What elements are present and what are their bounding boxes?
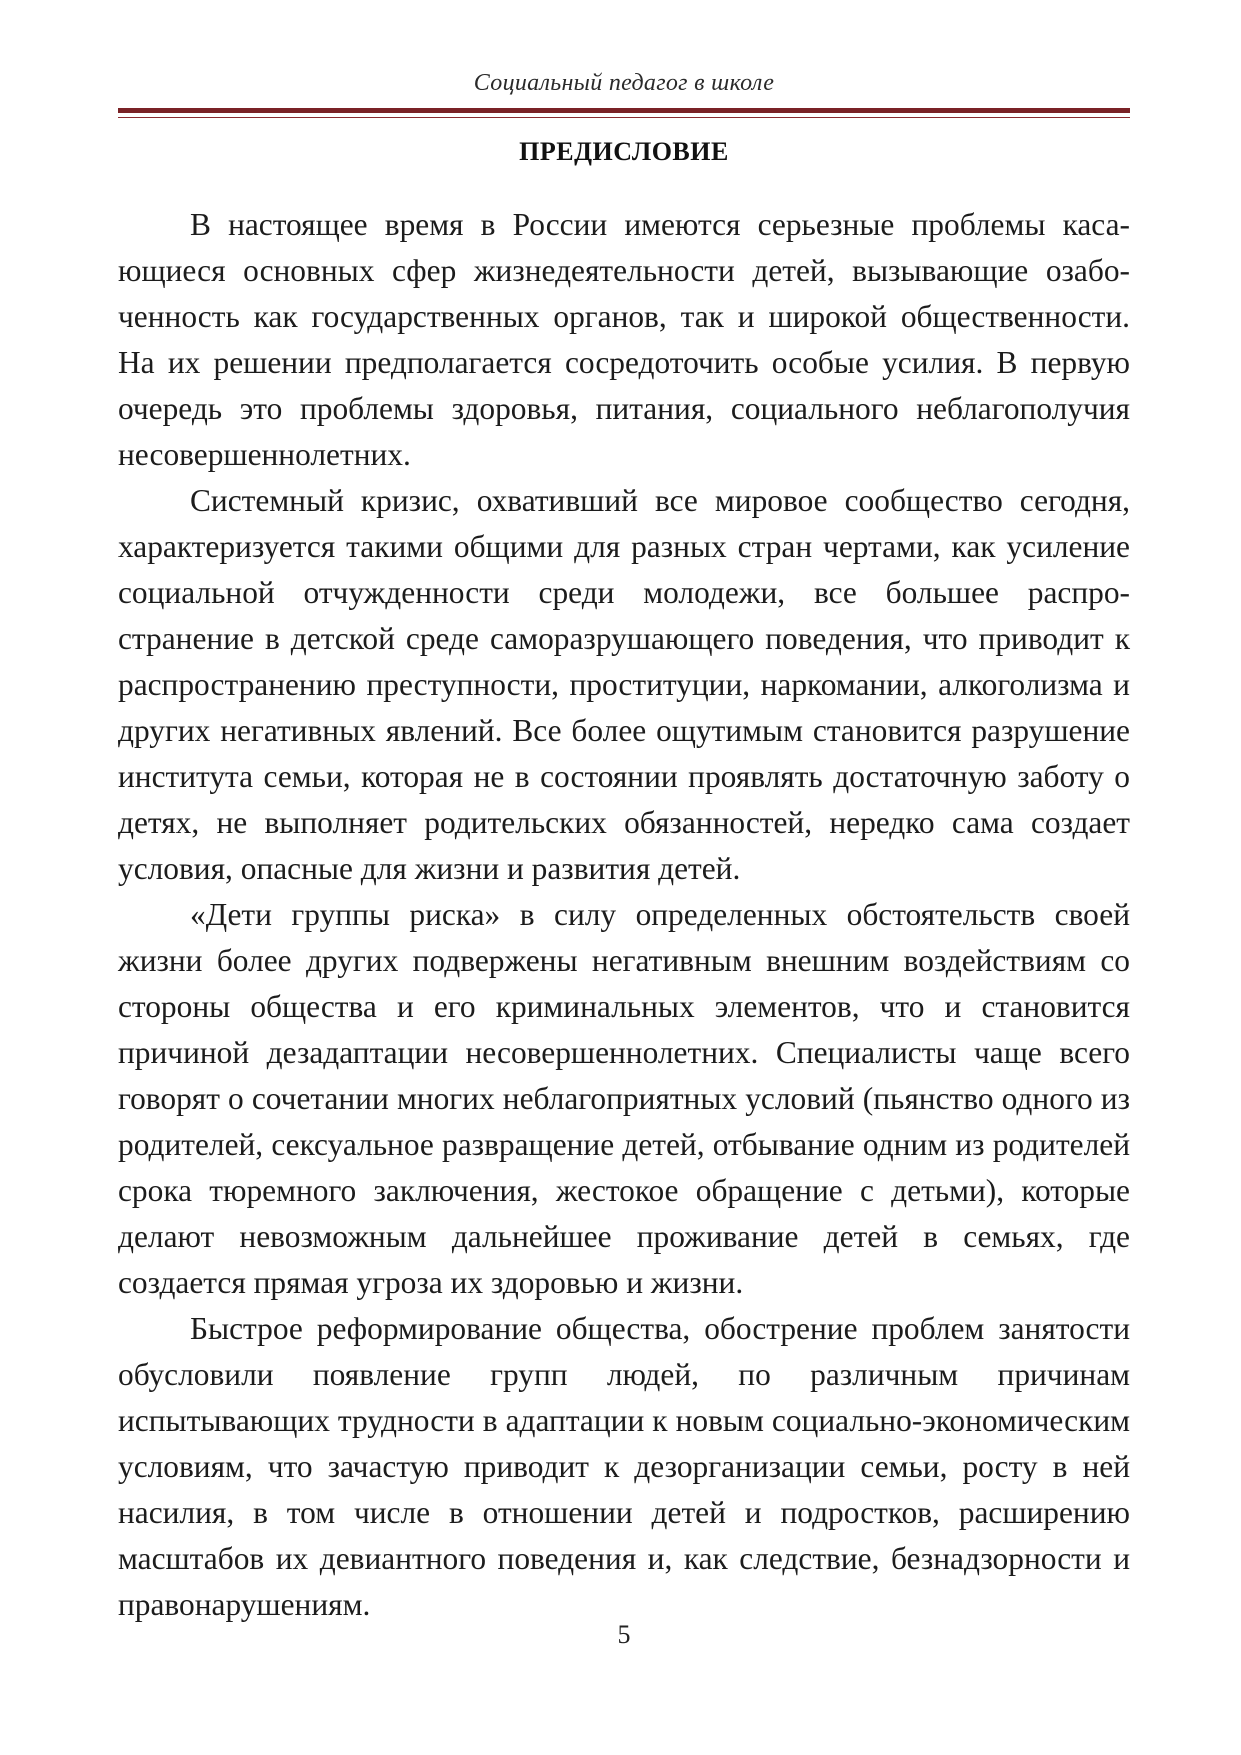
paragraph-1: В настоящее время в России имеются серьезные проблемы касающиеся основных сфер жизнедеятельности детей, вызывающие озабоченность как государственных органов, так и широкой общественности. На их решении предполагается сосредоточить особые усилия. В первую очередь это проблемы здоровья, питания, социального неблагополучия несовершеннолетних. <box>118 207 1130 472</box>
body-text <box>118 202 1130 1628</box>
section-title: ПРЕДИСЛОВИЕ <box>519 137 729 166</box>
paragraph-3: «Дети группы риска» в силу определенных обстоятельств своей жизни более других подвержены негативным внешним воздействиям со стороны общества и его криминальных элементов, что и становится причиной дезадаптации несовершеннолетних. Специалисты чаще всего говорят о сочетании многих неблагоприятных условий (пьянство одного из родителей, сексуальное развращение детей, отбывание одним из родителей срока тюремного заключения, жестокое обращение с детьми), которые делают невозможным дальнейшее проживание детей в семьях, где создается прямая угроза их здоровью и жизни. <box>118 897 1130 1300</box>
paragraph-2: Системный кризис, охвативший все мировое сообщество сегодня, характеризуется такими общими для разных стран чертами, как усиление социальной отчужденности среди молодежи, все большее распространение в детской среде саморазрушающего поведения, что приводит к распространению преступности, проституции, наркомании, алкоголизма и других негативных явлений. Все более ощутимым становится разрушение института семьи, которая не в состоянии проявлять достаточную заботу о детях, не выполняет родительских обязанностей, нередко сама создает условия, опасные для жизни и развития детей. <box>118 483 1130 886</box>
header-rule-thin <box>118 117 1130 118</box>
paragraph-4: Быстрое реформирование общества, обострение проблем занятости обусловили появление групп людей, по различным причинам испытывающих трудности в адаптации к новым социально-экономическим условиям, что зачастую приводит к дезорганизации семьи, росту в ней насилия, в том числе в отношении детей и подростков, расширению масштабов их девиантного поведения и, как следствие, безнадзорности и правонарушениям. <box>118 1311 1130 1622</box>
running-header: Социальный педагог в школе <box>473 70 775 96</box>
header-rule <box>118 108 1130 113</box>
page-number: 5 <box>617 1620 631 1649</box>
